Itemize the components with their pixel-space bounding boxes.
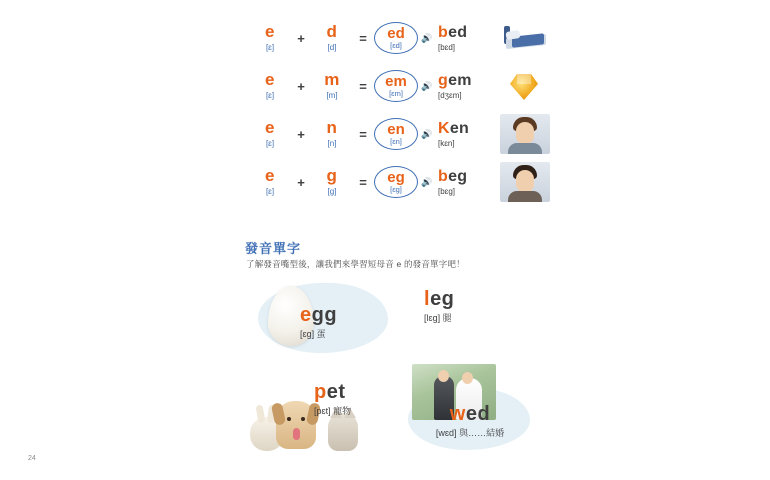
page-subtitle: 了解發音嘴型後，讓我們來學習短母音 e 的發音單字吧！ <box>246 259 465 269</box>
speaker-icon[interactable]: 🔊 <box>421 128 433 139</box>
blend-result-phonetic: [ɛd] <box>390 41 402 50</box>
page-title: 發音單字 <box>245 241 302 256</box>
vocab-word-rest: et <box>326 381 346 403</box>
blend-result <box>374 22 418 54</box>
blend-result-phonetic: [ɛg] <box>390 185 402 194</box>
phoneme-left <box>250 23 290 53</box>
vocab-phonetic-gloss <box>412 427 528 440</box>
vocab-gloss: 蛋 <box>316 329 326 339</box>
phoneme-left-phonetic: [ɛ] <box>265 43 275 52</box>
vocab-word <box>412 403 528 425</box>
blend-result-letter: em <box>385 73 407 90</box>
speaker-icon[interactable]: 🔊 <box>421 80 433 91</box>
vocab-phonetic: [lɛg] <box>424 313 441 323</box>
example-word-text <box>438 72 500 89</box>
phoneme-right-phonetic: [g] <box>327 187 337 196</box>
equals-operator: = <box>359 30 367 46</box>
phoneme-right <box>312 23 352 53</box>
vocab-word-highlight: e <box>300 304 312 326</box>
equals-operator: = <box>359 126 367 142</box>
phoneme-left-letter: e <box>265 22 275 41</box>
phoneme-left-phonetic: [ɛ] <box>265 91 275 100</box>
speaker-icon[interactable]: 🔊 <box>421 176 433 187</box>
plus-operator: + <box>297 126 305 142</box>
example-word <box>436 24 500 53</box>
example-word <box>436 120 500 149</box>
vocab-phonetic-gloss <box>300 328 380 341</box>
table-row <box>250 14 550 62</box>
equals-operator: = <box>359 174 367 190</box>
phoneme-left-phonetic: [ɛ] <box>265 139 275 148</box>
person-photo-man <box>500 114 550 154</box>
phoneme-left-phonetic: [ɛ] <box>265 187 275 196</box>
vocab-gloss: 與……結婚 <box>459 428 505 438</box>
phoneme-right <box>312 167 352 197</box>
vocab-word-highlight: p <box>314 381 327 403</box>
example-word-phonetic: [dʒɛm] <box>438 90 462 100</box>
vocab-wed <box>412 403 528 440</box>
vocab-word <box>300 304 380 326</box>
table-row <box>250 158 550 206</box>
plus-operator: + <box>297 174 305 190</box>
vocab-word-rest: gg <box>311 304 338 326</box>
blend-result <box>374 166 418 198</box>
blend-result-phonetic: [ɛm] <box>389 89 403 98</box>
blend-result <box>374 70 418 102</box>
example-word-text <box>438 24 500 41</box>
blending-table <box>250 14 550 206</box>
phoneme-left <box>250 167 290 197</box>
phoneme-right <box>312 71 352 101</box>
phoneme-right-phonetic: [n] <box>327 139 337 148</box>
vocab-word-rest: ed <box>465 403 491 425</box>
vocab-word <box>424 288 494 310</box>
blend-result-letter: en <box>387 121 405 138</box>
vocab-phonetic-gloss <box>314 405 404 418</box>
example-word-highlight: g <box>438 71 449 89</box>
blend-result-phonetic: [ɛn] <box>390 137 402 146</box>
blend-result <box>374 118 418 150</box>
vocab-word-highlight: w <box>449 403 466 425</box>
vocab-gloss: 腿 <box>442 313 452 323</box>
vocab-pet <box>314 381 404 418</box>
example-word-highlight: b <box>438 23 449 41</box>
example-word-rest: ed <box>448 23 468 41</box>
vocab-word-rest: eg <box>430 288 455 310</box>
gem-illustration <box>500 66 550 106</box>
phoneme-right-phonetic: [d] <box>327 43 337 52</box>
bed-illustration <box>500 18 550 58</box>
phoneme-right-letter: g <box>326 166 338 185</box>
speaker-icon[interactable]: 🔊 <box>421 32 433 43</box>
example-word-rest: eg <box>448 167 468 185</box>
vocab-leg <box>424 288 494 325</box>
table-row <box>250 62 550 110</box>
phoneme-right-phonetic: [m] <box>326 91 338 100</box>
page-number: 24 <box>28 455 36 462</box>
example-word <box>436 72 500 101</box>
vocab-egg <box>300 304 380 341</box>
blend-result-letter: ed <box>387 25 405 42</box>
vocab-word-highlight: l <box>424 288 431 310</box>
phoneme-right-letter: m <box>324 70 340 89</box>
example-word-phonetic: [bɛd] <box>438 42 456 52</box>
vocab-phonetic: [wɛd] <box>435 428 457 438</box>
example-word <box>436 168 500 197</box>
vocab-phonetic: [pɛt] <box>314 406 331 416</box>
vocab-phonetic-gloss <box>424 312 494 325</box>
phoneme-right-letter: n <box>326 118 338 137</box>
table-row <box>250 110 550 158</box>
vocab-phonetic: [ɛg] <box>300 329 315 339</box>
phoneme-left <box>250 119 290 149</box>
equals-operator: = <box>359 78 367 94</box>
example-word-text <box>438 168 500 185</box>
example-word-rest: em <box>448 71 472 89</box>
phoneme-left-letter: e <box>265 70 275 89</box>
example-word-rest: en <box>449 119 470 137</box>
example-word-phonetic: [kɛn] <box>438 138 455 148</box>
vocab-word <box>314 381 404 403</box>
phoneme-left-letter: e <box>265 118 275 137</box>
vocab-gloss: 寵物 <box>333 406 352 416</box>
phoneme-left <box>250 71 290 101</box>
person-photo-woman <box>500 162 550 202</box>
phoneme-left-letter: e <box>265 166 275 185</box>
example-word-text <box>438 120 500 137</box>
phoneme-right <box>312 119 352 149</box>
example-word-highlight: b <box>438 167 449 185</box>
blend-result-letter: eg <box>387 169 405 186</box>
example-word-highlight: K <box>438 119 450 137</box>
phoneme-right-letter: d <box>326 22 338 41</box>
plus-operator: + <box>297 78 305 94</box>
example-word-phonetic: [bɛg] <box>438 186 456 196</box>
plus-operator: + <box>297 30 305 46</box>
